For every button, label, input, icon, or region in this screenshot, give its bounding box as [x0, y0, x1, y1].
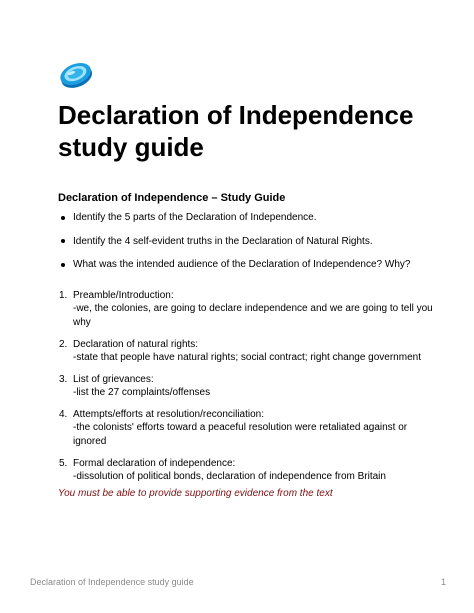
document-title: Declaration of Independence study guide [58, 100, 414, 162]
footer-title: Declaration of Independence study guide [30, 577, 194, 587]
bullet-text: What was the intended audience of the Declaration of Independence? Why? [73, 259, 411, 270]
item-title: Declaration of natural rights: [73, 339, 199, 350]
item-description: -the colonists' efforts toward a peaceful resolution were retaliated against or ignored [73, 422, 408, 447]
bullet-text: Identify the 5 parts of the Declaration of Independence. [73, 212, 317, 223]
section-heading: Declaration of Independence – Study Guide [58, 192, 286, 204]
item-description: -dissolution of political bonds, declaration of independence from Britain [73, 471, 386, 482]
page-number: 1 [440, 577, 446, 587]
bullet-icon [61, 263, 65, 267]
objectives-list [58, 211, 438, 282]
parts-list [58, 289, 438, 492]
list-item [58, 457, 438, 484]
list-item [58, 258, 438, 271]
evidence-note: You must be able to provide supporting evidence from the text [58, 488, 333, 499]
list-item [58, 373, 438, 400]
item-number: 1. [59, 290, 68, 301]
list-item [58, 289, 438, 330]
item-title: Formal declaration of independence: [73, 458, 236, 469]
item-number: 3. [59, 374, 68, 385]
item-description: -list the 27 complaints/offenses [73, 387, 211, 398]
item-title: List of grievances: [73, 374, 154, 385]
item-description: -state that people have natural rights; social contract; right change government [73, 352, 421, 363]
item-title: Attempts/efforts at resolution/reconciliation: [73, 409, 265, 420]
list-item [58, 235, 438, 248]
disc-logo-icon [58, 58, 94, 92]
item-description: -we, the colonies, are going to declare independence and we are going to tell you why [73, 303, 433, 328]
bullet-icon [61, 239, 65, 243]
bullet-text: Identify the 4 self-evident truths in the Declaration of Natural Rights. [73, 235, 373, 247]
list-item [58, 408, 438, 449]
item-title: Preamble/Introduction: [73, 290, 174, 301]
bullet-icon [61, 216, 65, 220]
list-item [58, 338, 438, 365]
list-item [58, 211, 438, 224]
item-number: 2. [59, 339, 68, 350]
item-number: 5. [59, 458, 68, 469]
item-number: 4. [59, 409, 68, 420]
